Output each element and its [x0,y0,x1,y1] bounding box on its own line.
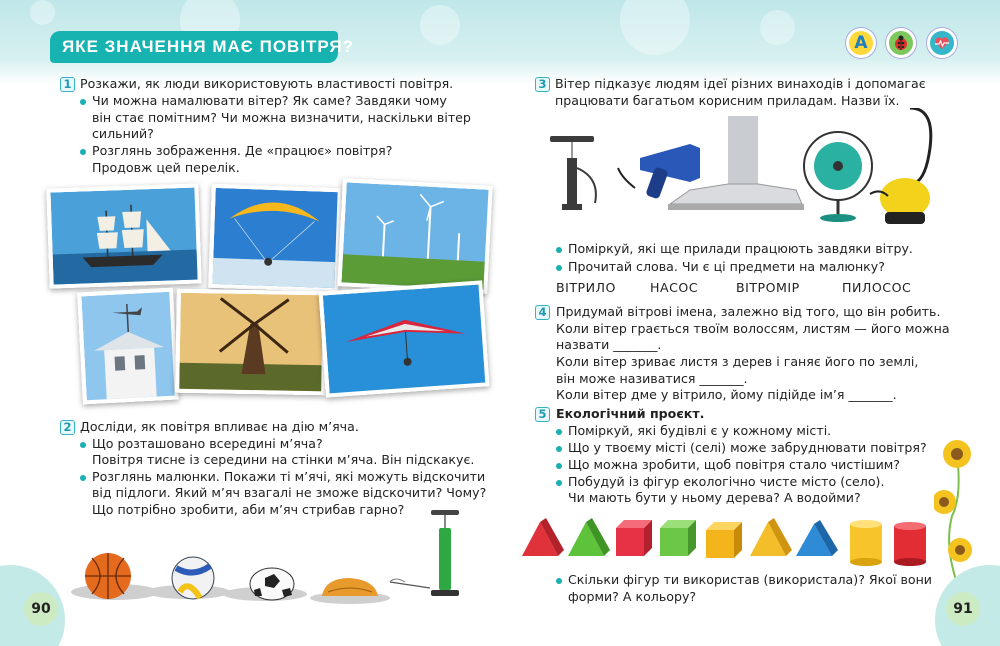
task4-line: Придумай вітрові імена, залежно від того, що він робить. [556,304,941,319]
basketball [71,553,159,600]
task5-line: Що можна зробити, щоб повітря стало чистішим? [568,457,900,472]
word-1: ВІТРИЛО [556,280,616,295]
task1-line: Розглянь зображення. Де «працює» повітря? [92,143,393,158]
photo-weather-vane [77,288,179,405]
hand-pump-illustration [425,508,470,602]
balls-illustration [60,508,480,608]
vacuum-cleaner [870,108,931,224]
task1-line: Чи можна намалювати вітер? Як саме? Завдяки чому [92,93,447,108]
photo-hang-glider [319,280,490,397]
word-2: НАСОС [650,280,699,295]
bullet [556,463,562,469]
green-prism [568,518,610,556]
volleyball [146,557,230,599]
letter-a-icon: А [846,28,876,58]
hand-pump [550,136,596,210]
task2-line: Що потрібно зробити, аби м’яч стрибав гарно? [92,502,405,517]
bullet [556,578,562,584]
bullet [556,247,562,253]
task1-line: Продовж цей перелік. [92,160,240,175]
photo-windmill [175,289,327,396]
needle [390,579,430,588]
flat-ball [310,578,390,604]
ladybug-icon [886,28,916,58]
task-number-1: 1 [60,77,75,92]
task4-line: Коли вітер зриває листя з дерев і ганяє його по землі, [556,354,919,369]
word-3: ВІТРОМІР [736,280,800,295]
yellow-prism [750,518,792,556]
photo-sailing-ship [46,183,201,288]
task5-line: форми? А кольору? [568,589,697,604]
task2-line: Досліди, як повітря впливає на дію м’яча. [80,419,359,434]
bullet [556,446,562,452]
task-number-5: 5 [535,407,550,422]
page-number-left: 90 [24,592,58,626]
task1-line: він стає помітним? Чи можна визначити, наскільки вітер [92,110,471,125]
yellow-cylinder [850,520,882,566]
photo-paraglider [208,184,342,292]
bullet [80,475,86,481]
task4-line: назвати _______. [556,337,662,352]
task5-line: Поміркуй, які будівлі є у кожному місті. [568,423,832,438]
word-4: ПИЛОСОС [842,280,912,295]
red-cube [616,520,652,556]
bullet [80,149,86,155]
task-number-2: 2 [60,420,75,435]
task-number-4: 4 [535,305,550,320]
task5-line: Чи мають бути у ньому дерева? А водойми? [568,490,861,505]
task5-line: Скільки фігур ти використав (використала)? Якої вони [568,572,932,587]
task5-title: Екологічний проєкт. [556,406,705,421]
task-number-3: 3 [535,77,550,92]
green-cube [660,520,696,556]
task2-line: Повітря тисне із середини на стінки м’яча. Він підскакує. [92,452,475,467]
red-prism [522,518,564,556]
task5-line: Побудуй із фігур екологічно чисте місто (село). [568,474,885,489]
red-cylinder [894,522,926,566]
task1-line: Розкажи, як люди використовують властивості повітря. [80,76,454,91]
task1-line: сильний? [92,126,154,141]
shapes-illustration [520,516,940,566]
yellow-cube [706,522,742,558]
task3-line: Прочитай слова. Чи є ці предмети на малюнку? [568,259,885,274]
task4-line: Коли вітер дме у вітрило, йому підійде ім’я _______. [556,387,897,402]
bullet [80,442,86,448]
bullet [556,480,562,486]
task4-line: Коли вітер грається твоїм волоссям, листям — його можна [556,321,950,336]
bullet [556,429,562,435]
task2-line: Що розташовано всередині м’яча? [92,436,323,451]
task3-line: Поміркуй, які ще прилади працюють завдяки вітру. [568,241,913,256]
task2-line: від підлоги. Який м’яч взагалі не зможе відскочити? Чому? [92,485,487,500]
task3-line: Вітер підказує людям ідеї різних винаходів і допомагає [555,76,926,91]
task5-line: Що у твоєму місті (селі) може забруднювати повітря? [568,440,927,455]
photo-wind-turbines [337,178,492,294]
page-number-right: 91 [946,592,980,626]
bullet [556,265,562,271]
task4-line: він може називатися _______. [556,371,748,386]
page-title: ЯКЕ ЗНАЧЕННЯ МАЄ ПОВІТРЯ? [62,37,354,56]
task2-line: Розглянь малюнки. Покажи ті м’ячі, які можуть відскочити [92,469,486,484]
appliances-illustration [540,108,940,230]
bullet [80,99,86,105]
fan [804,132,872,222]
soccer-ball [223,568,307,601]
heart-pulse-icon [927,28,957,58]
blue-prism [796,520,838,556]
task3-line: працювати багатьом корисним приладам. Назви їх. [555,93,900,108]
